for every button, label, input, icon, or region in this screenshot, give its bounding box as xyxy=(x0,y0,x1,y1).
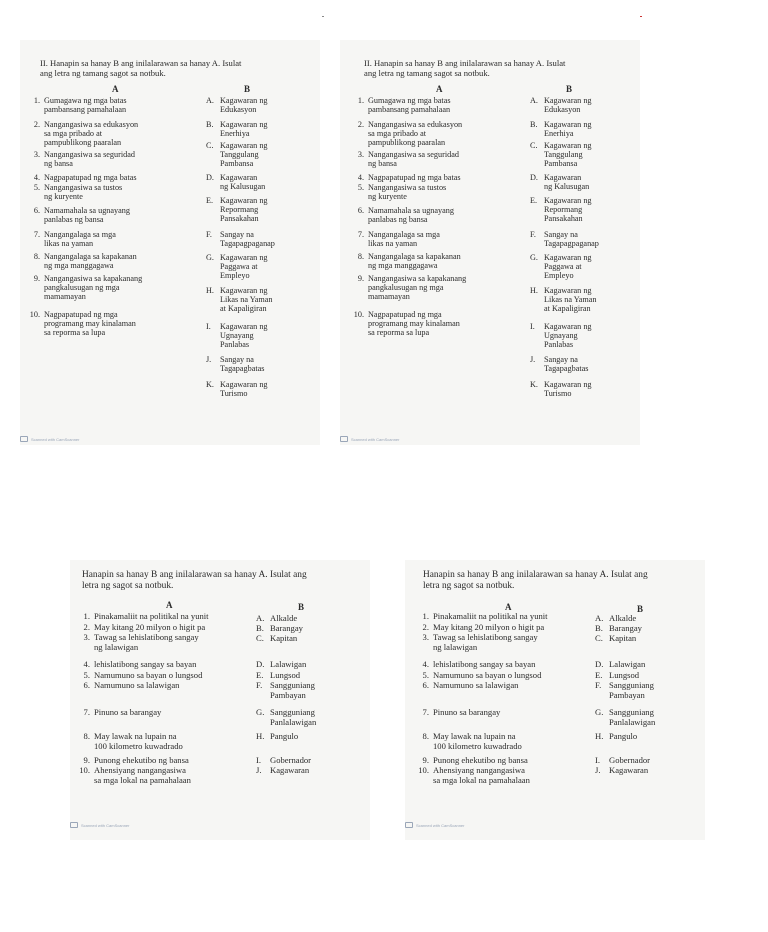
column-b-item-text: Kagawaran ng Tanggulang Pambansa xyxy=(544,141,592,169)
column-b-item-letter: I. xyxy=(595,755,601,765)
column-b-item-text: Barangay xyxy=(609,623,642,633)
scanner-watermark xyxy=(20,436,79,442)
column-a-header: A xyxy=(505,602,512,612)
column-a-header: A xyxy=(166,600,173,610)
column-b-item-text: Sangay na Tagapagpaganap xyxy=(544,230,599,249)
column-b-item-text: Kagawaran ng Repormang Pansakahan xyxy=(220,196,268,224)
column-b-item xyxy=(206,141,268,169)
column-b-header: B xyxy=(566,84,573,94)
column-b-item xyxy=(530,380,592,398)
column-b-item xyxy=(530,286,597,314)
column-b-item-letter: H. xyxy=(256,731,265,741)
column-b-item xyxy=(595,766,648,776)
column-a-item-number: 9. xyxy=(83,755,90,765)
column-b-item-letter: D. xyxy=(256,659,265,669)
column-b-item-text: Sangay na Tagapagbatas xyxy=(220,355,265,374)
column-a-item-number: 2. xyxy=(422,622,429,632)
column-b-item-text: Barangay xyxy=(270,623,303,633)
column-a-item-text: Nangangalaga sa kapakanan ng mga manggagawa xyxy=(368,252,461,271)
column-a-item-number: 2. xyxy=(357,120,364,129)
column-a-item-number: 6. xyxy=(83,680,90,690)
column-a-item-text: Nangangasiwa sa kapakanang pangkalusugan ng mga mamamayan xyxy=(368,274,467,302)
column-a-item-text: Pinuno sa barangay xyxy=(94,707,162,717)
column-a-item-text: Nangangasiwa sa tustos ng kuryente xyxy=(368,183,447,202)
column-b-item-letter: E. xyxy=(256,670,264,680)
column-a-item-number: 10. xyxy=(353,310,364,319)
worksheet-page-top-left xyxy=(20,40,320,445)
column-a-item-number: 2. xyxy=(83,622,90,632)
column-a-item-text: May kitang 20 milyon o higit pa xyxy=(433,622,545,632)
column-a-item-text: Namamahala sa ugnayang panlabas ng bansa xyxy=(44,206,130,225)
column-a-item-text: Nangangasiwa sa seguridad ng bansa xyxy=(368,150,459,169)
column-b-item-letter: A. xyxy=(206,96,214,105)
column-a-item-text: lehislatibong sangay sa bayan xyxy=(94,659,197,669)
column-a-item-number: 2. xyxy=(33,120,40,129)
column-a-header: A xyxy=(112,84,119,94)
column-a-item-text: Gumagawa ng mga batas pambansang pamahalaan xyxy=(368,96,451,115)
column-b-item xyxy=(206,196,268,224)
column-a-item-text: Punong ehekutibo ng bansa xyxy=(433,755,528,765)
column-b-item-letter: I. xyxy=(256,755,262,765)
column-b-item-text: Kagawaran xyxy=(609,765,649,775)
column-b-item-letter: J. xyxy=(530,355,536,364)
column-a-item-number: 8. xyxy=(83,731,90,741)
column-a-item-text: Tawag sa lehislatibong sangay ng lalawigan xyxy=(94,632,199,652)
column-a-item-text: Namumuno sa bayan o lungsod xyxy=(94,670,203,680)
column-b-item-letter: B. xyxy=(256,623,264,633)
column-b-item-letter: G. xyxy=(595,707,604,717)
instruction-text: II. Hanapin sa hanay B ang inilalarawan sa hanay A. Isulat ang letra ng tamang sagot sa notbuk. xyxy=(364,58,566,78)
camscanner-icon xyxy=(405,822,413,828)
column-b-item-letter: A. xyxy=(256,613,265,623)
column-b-item-letter: J. xyxy=(206,355,212,364)
column-b-item-text: Kagawaran ng Ugnayang Panlabas xyxy=(544,322,592,350)
column-b-header: B xyxy=(637,604,644,614)
column-a-item-text: Nangangalaga sa kapakanan ng mga manggagawa xyxy=(44,252,137,271)
worksheet-page-bottom-left xyxy=(70,560,370,840)
column-a-item-text: May lawak na lupain na 100 kilometro kuwadrado xyxy=(433,731,522,751)
column-b-item-letter: I. xyxy=(530,322,535,331)
column-a-item-number: 7. xyxy=(33,230,40,239)
column-b-item-text: Lalawigan xyxy=(270,659,307,669)
column-a-item-number: 3. xyxy=(422,632,429,642)
column-b-item xyxy=(206,286,273,314)
column-b-item-letter: E. xyxy=(595,670,603,680)
column-b-item xyxy=(595,634,636,644)
column-b-item-letter: D. xyxy=(206,173,214,182)
column-b-item xyxy=(206,230,275,248)
column-b-item-text: Kagawaran ng Enerhiya xyxy=(220,120,268,139)
column-b-item-letter: E. xyxy=(206,196,214,205)
column-b-item xyxy=(206,120,268,138)
column-b-item-text: Kagawaran ng Likas na Yaman at Kapaligiran xyxy=(544,286,597,314)
column-b-item-text: Kagawaran ng Ugnayang Panlabas xyxy=(220,322,268,350)
column-a-item-number: 1. xyxy=(422,611,429,621)
column-a-item-number: 4. xyxy=(422,659,429,669)
column-b-item xyxy=(595,732,637,742)
column-a-item-text: Nagpapatupad ng mga batas xyxy=(368,173,461,182)
column-b-item xyxy=(206,380,268,398)
column-b-header: B xyxy=(298,602,305,612)
column-b-item-text: Kagawaran xyxy=(270,765,310,775)
column-a-item-number: 6. xyxy=(357,206,364,215)
column-a-item-text: Nagpapatupad ng mga batas xyxy=(44,173,137,182)
column-b-item-letter: G. xyxy=(530,253,538,262)
column-b-item-letter: F. xyxy=(256,680,263,690)
column-a-item-number: 3. xyxy=(33,150,40,159)
column-b-item-letter: J. xyxy=(595,765,601,775)
column-a-item-text: May kitang 20 milyon o higit pa xyxy=(94,622,206,632)
column-a-item-text: Nagpapatupad ng mga programang may kinalaman sa reporma sa lupa xyxy=(368,310,460,338)
column-b-item xyxy=(256,634,297,644)
column-a-item-text: Namumuno sa lalawigan xyxy=(433,680,519,690)
watermark-label: Scanned with CamScanner xyxy=(416,822,465,828)
column-b-item xyxy=(530,253,592,281)
column-a-item-number: 8. xyxy=(357,252,364,261)
column-b-item xyxy=(595,708,655,727)
column-b-item xyxy=(530,141,592,169)
column-a-item-text: Pinuno sa barangay xyxy=(433,707,501,717)
column-b-item-letter: C. xyxy=(530,141,538,150)
column-a-item-number: 7. xyxy=(83,707,90,717)
column-b-item xyxy=(530,96,592,114)
column-b-item xyxy=(206,253,268,281)
column-a-item-text: Pinakamaliit na politikal na yunit xyxy=(94,611,209,621)
column-b-item-letter: I. xyxy=(206,322,211,331)
column-a-item-number: 8. xyxy=(422,731,429,741)
column-b-item xyxy=(530,355,588,373)
column-a-item-text: May lawak na lupain na 100 kilometro kuwadrado xyxy=(94,731,183,751)
watermark-label: Scanned with CamScanner xyxy=(81,822,130,828)
worksheet-page-bottom-right xyxy=(405,560,705,840)
column-b-item-letter: E. xyxy=(530,196,538,205)
column-b-item-text: Gobernador xyxy=(609,755,651,765)
column-b-item-letter: C. xyxy=(256,633,264,643)
column-b-item-letter: B. xyxy=(530,120,538,129)
column-b-item-text: Sangguniang Pambayan xyxy=(270,680,315,700)
column-a-item-number: 7. xyxy=(422,707,429,717)
column-a-item-number: 5. xyxy=(357,183,364,192)
column-b-item-text: Lungsod xyxy=(270,670,301,680)
column-a-item-number: 4. xyxy=(33,173,40,182)
column-a-item-text: Namamahala sa ugnayang panlabas ng bansa xyxy=(368,206,454,225)
column-a-item-text: Ahensiyang nangangasiwa sa mga lokal na pamahalaan xyxy=(94,765,191,785)
column-a-item-text: Punong ehekutibo ng bansa xyxy=(94,755,189,765)
column-a-item-text: Nangangasiwa sa edukasyon sa mga pribado at pampublikong paaralan xyxy=(368,120,463,148)
column-b-item xyxy=(256,708,316,727)
column-b-item-text: Sangay na Tagapagpaganap xyxy=(220,230,275,249)
column-a-item-number: 1. xyxy=(83,611,90,621)
scan-speck xyxy=(640,16,642,17)
camscanner-icon xyxy=(340,436,348,442)
column-b-item-text: Kagawaran ng Tanggulang Pambansa xyxy=(220,141,268,169)
column-b-item-letter: C. xyxy=(206,141,214,150)
column-a-item-number: 10. xyxy=(29,310,40,319)
column-b-item-text: Kagawaran ng Kalusugan xyxy=(544,173,590,192)
column-b-item-text: Kapitan xyxy=(609,633,637,643)
worksheet-page-top-right xyxy=(340,40,640,445)
column-b-item-letter: D. xyxy=(595,659,604,669)
column-b-item-text: Kagawaran ng Repormang Pansakahan xyxy=(544,196,592,224)
column-b-item-text: Alkalde xyxy=(270,613,298,623)
column-b-item xyxy=(206,355,264,373)
column-b-item-letter: G. xyxy=(256,707,265,717)
column-b-item-letter: F. xyxy=(530,230,536,239)
column-b-item-letter: H. xyxy=(595,731,604,741)
column-b-item-text: Sangay na Tagapagbatas xyxy=(544,355,589,374)
column-b-item-text: Sangguniang Panlalawigan xyxy=(609,707,656,727)
column-a-item-number: 9. xyxy=(422,755,429,765)
column-b-item-letter: D. xyxy=(530,173,538,182)
column-b-item-text: Kagawaran ng Enerhiya xyxy=(544,120,592,139)
scanner-watermark xyxy=(70,822,129,828)
column-a-item-text: Gumagawa ng mga batas pambansang pamahalaan xyxy=(44,96,127,115)
column-a-item-number: 9. xyxy=(33,274,40,283)
column-b-item-text: Kagawaran ng Turismo xyxy=(220,380,268,399)
column-b-item xyxy=(530,322,592,350)
camscanner-icon xyxy=(70,822,78,828)
column-a-item-number: 8. xyxy=(33,252,40,261)
column-a-item-text: Nangangasiwa sa seguridad ng bansa xyxy=(44,150,135,169)
column-b-item-letter: A. xyxy=(595,613,604,623)
column-b-item-text: Kagawaran ng Kalusugan xyxy=(220,173,266,192)
column-b-item-text: Pangulo xyxy=(270,731,299,741)
column-a-item-text: Namumuno sa lalawigan xyxy=(94,680,180,690)
column-b-item-letter: C. xyxy=(595,633,603,643)
column-b-item-text: Kagawaran ng Edukasyon xyxy=(220,96,268,115)
column-a-item-text: Namumuno sa bayan o lungsod xyxy=(433,670,542,680)
column-a-item-number: 9. xyxy=(357,274,364,283)
column-b-item-text: Sangguniang Panlalawigan xyxy=(270,707,317,727)
column-a-item-number: 10. xyxy=(418,765,429,775)
column-b-item xyxy=(206,96,268,114)
column-b-item xyxy=(206,173,265,191)
column-b-item-letter: F. xyxy=(595,680,602,690)
column-a-item-text: Tawag sa lehislatibong sangay ng lalawigan xyxy=(433,632,538,652)
column-b-item-text: Pangulo xyxy=(609,731,638,741)
column-b-item-letter: J. xyxy=(256,765,262,775)
column-b-item-letter: B. xyxy=(595,623,603,633)
column-a-item-number: 1. xyxy=(33,96,40,105)
column-b-item-letter: K. xyxy=(530,380,538,389)
column-b-item-text: Sangguniang Pambayan xyxy=(609,680,654,700)
column-b-item xyxy=(256,766,309,776)
column-a-item-number: 1. xyxy=(357,96,364,105)
column-a-item-number: 7. xyxy=(357,230,364,239)
column-b-item xyxy=(256,732,298,742)
column-a-item-text: Nangangalaga sa mga likas na yaman xyxy=(368,230,440,249)
column-a-item-number: 4. xyxy=(83,659,90,669)
column-a-item-number: 6. xyxy=(33,206,40,215)
column-b-item-text: Kagawaran ng Likas na Yaman at Kapaligiran xyxy=(220,286,273,314)
column-a-item-text: lehislatibong sangay sa bayan xyxy=(433,659,536,669)
column-a-item-text: Pinakamaliit na politikal na yunit xyxy=(433,611,548,621)
column-b-header: B xyxy=(244,84,251,94)
scanner-watermark xyxy=(340,436,399,442)
column-b-item xyxy=(595,681,654,700)
column-a-header: A xyxy=(436,84,443,94)
column-a-item-number: 4. xyxy=(357,173,364,182)
watermark-label: Scanned with CamScanner xyxy=(351,436,400,442)
column-b-item-text: Kagawaran ng Turismo xyxy=(544,380,592,399)
column-b-item-text: Kagawaran ng Edukasyon xyxy=(544,96,592,115)
instruction-text: Hanapin sa hanay B ang inilalarawan sa hanay A. Isulat ang letra ng sagot sa notbuk. xyxy=(82,570,307,591)
scan-speck xyxy=(322,16,324,17)
column-a-item-number: 10. xyxy=(79,765,90,775)
column-a-item-text: Nagpapatupad ng mga programang may kinalaman sa reporma sa lupa xyxy=(44,310,136,338)
column-b-item-text: Kagawaran ng Paggawa at Empleyo xyxy=(544,253,592,281)
column-b-item xyxy=(530,230,599,248)
column-a-item-text: Nangangalaga sa mga likas na yaman xyxy=(44,230,116,249)
camscanner-icon xyxy=(20,436,28,442)
column-b-item xyxy=(530,196,592,224)
column-a-item-text: Nangangasiwa sa kapakanang pangkalusugan ng mga mamamayan xyxy=(44,274,143,302)
column-a-item-number: 5. xyxy=(33,183,40,192)
column-b-item-text: Kagawaran ng Paggawa at Empleyo xyxy=(220,253,268,281)
column-b-item-letter: K. xyxy=(206,380,214,389)
column-a-item-number: 3. xyxy=(357,150,364,159)
column-b-item-letter: B. xyxy=(206,120,214,129)
column-b-item-text: Gobernador xyxy=(270,755,312,765)
column-b-item-text: Lungsod xyxy=(609,670,640,680)
column-b-item-text: Kapitan xyxy=(270,633,298,643)
column-a-item-text: Nangangasiwa sa tustos ng kuryente xyxy=(44,183,123,202)
column-b-item-text: Lalawigan xyxy=(609,659,646,669)
column-b-item xyxy=(256,681,315,700)
scanner-watermark xyxy=(405,822,464,828)
column-b-item-letter: H. xyxy=(530,286,538,295)
column-b-item xyxy=(530,173,589,191)
column-a-item-number: 6. xyxy=(422,680,429,690)
column-b-item-text: Alkalde xyxy=(609,613,637,623)
column-a-item-number: 5. xyxy=(83,670,90,680)
column-b-item xyxy=(256,660,306,670)
column-a-item-number: 5. xyxy=(422,670,429,680)
column-a-item-text: Nangangasiwa sa edukasyon sa mga pribado at pampublikong paaralan xyxy=(44,120,139,148)
column-b-item-letter: A. xyxy=(530,96,538,105)
column-b-item xyxy=(530,120,592,138)
column-a-item-number: 3. xyxy=(83,632,90,642)
column-b-item-letter: G. xyxy=(206,253,214,262)
column-b-item xyxy=(206,322,268,350)
instruction-text: Hanapin sa hanay B ang inilalarawan sa hanay A. Isulat ang letra ng sagot sa notbuk. xyxy=(423,570,648,591)
column-b-item-letter: F. xyxy=(206,230,212,239)
column-b-item xyxy=(595,660,645,670)
instruction-text: II. Hanapin sa hanay B ang inilalarawan sa hanay A. Isulat ang letra ng tamang sagot sa notbuk. xyxy=(40,58,242,78)
watermark-label: Scanned with CamScanner xyxy=(31,436,80,442)
column-a-item-text: Ahensiyang nangangasiwa sa mga lokal na pamahalaan xyxy=(433,765,530,785)
column-b-item-letter: H. xyxy=(206,286,214,295)
